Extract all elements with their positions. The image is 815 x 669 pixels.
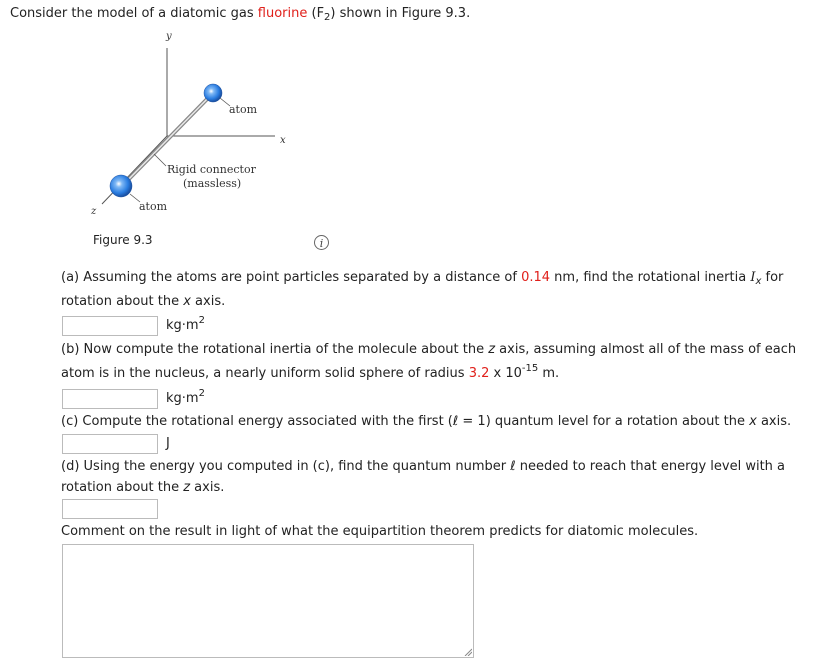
part-d-line2: rotation about the z axis. (61, 480, 225, 495)
part-d-answer-input[interactable] (62, 499, 158, 519)
comment-textarea[interactable] (62, 544, 474, 658)
radius-value: 3.2 (468, 366, 490, 381)
part-c-line1: (c) Compute the rotational energy associated with the first (ℓ = 1) quantum level for a rotation about the x axis. (61, 414, 792, 429)
atom-top (204, 84, 222, 102)
part-a-line2: rotation about the x axis. (61, 294, 226, 309)
part-c-answer-input[interactable] (62, 434, 158, 454)
part-b-line2: atom is in the nucleus, a nearly uniform solid sphere of radius 3.2 x $10^{-15}$ m. (61, 363, 560, 381)
z-axis-line (102, 136, 167, 204)
part-b-line1: (b) Now compute the rotational inertia of the molecule about the z axis, assuming almost all of the mass of each (61, 342, 797, 357)
part-b-unit: $kg\cdot m^2$ (166, 388, 205, 406)
part-a-answer-input[interactable] (62, 316, 158, 336)
atom-bottom (110, 175, 132, 197)
resize-grip-icon[interactable] (464, 648, 472, 656)
connector-label-line1: Rigid connector (167, 163, 256, 176)
figure-caption: Figure 9.3 (93, 233, 153, 247)
z-axis-label: z (91, 206, 97, 217)
part-d-line1: (d) Using the energy you computed in (c), find the quantum number ℓ needed to reach that energy level with a (61, 459, 786, 474)
atom-top-label: atom (229, 103, 258, 116)
x-axis-label: x (280, 135, 286, 146)
intro-text: Consider the model of a diatomic gas fluorine $(F_2)$ shown in Figure 9.3. (10, 6, 471, 23)
connector-label-line2: (massless) (183, 177, 242, 190)
diatomic-figure (80, 26, 300, 226)
part-c-unit: J (166, 436, 170, 451)
y-axis-label: y (166, 31, 172, 42)
part-a-unit: $kg\cdot m^2$ (166, 315, 205, 333)
atom-bottom-label: atom (139, 200, 168, 213)
comment-prompt: Comment on the result in light of what the equipartition theorem predicts for diatomic molecules. (61, 524, 699, 539)
info-icon[interactable]: i (314, 235, 329, 250)
distance-value: 0.14 (521, 270, 551, 285)
gas-name: fluorine (257, 6, 308, 21)
comment-textarea-field[interactable] (63, 545, 473, 657)
part-a-line1: (a) Assuming the atoms are point particles separated by a distance of 0.14 nm, find the rotational inertia $I_x$ for (61, 270, 784, 287)
part-b-answer-input[interactable] (62, 389, 158, 409)
